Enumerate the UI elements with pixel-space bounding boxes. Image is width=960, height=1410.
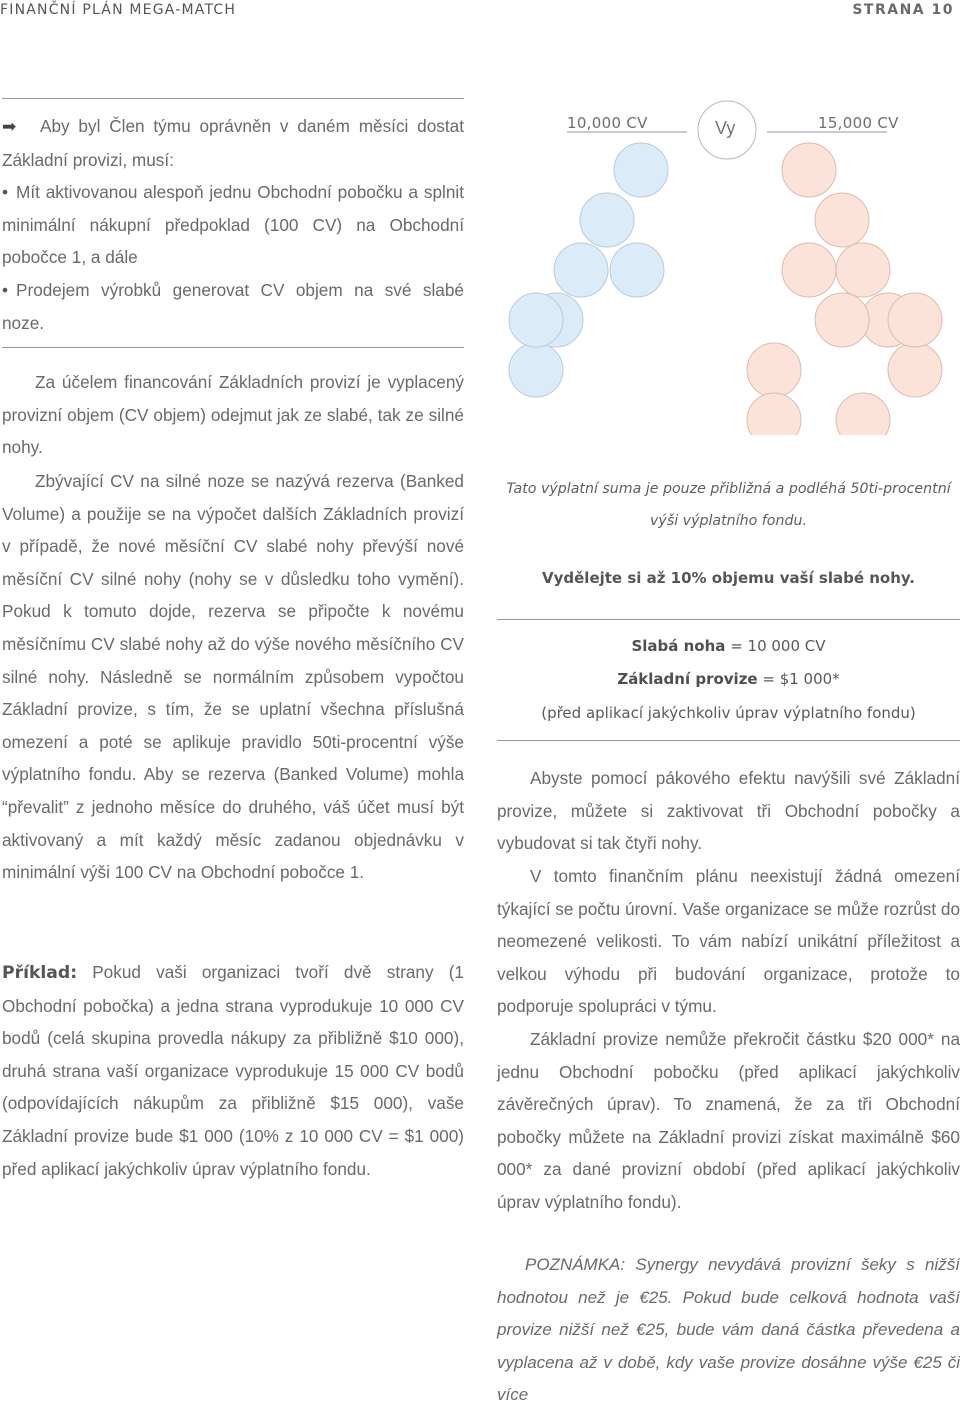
divider-mid-left [2, 347, 464, 348]
weak-leg-node [610, 243, 664, 297]
strong-leg-node [815, 293, 869, 347]
payout-caption: Tato výplatní suma je pouze přibližná a podléhá 50ti-procentní výši výplatního fondu. [506, 481, 951, 529]
base-commission-value: = $1 000* [757, 670, 840, 688]
strong-leg-node [782, 143, 836, 197]
leverage-paragraph: Abyste pomocí pákového efektu navýšili své Základní provize, můžete si zaktivovat tři Obchodní pobočky a vybudovat si tak čtyři nohy. [497, 768, 960, 854]
strong-leg-label: 15,000 CV [818, 114, 899, 132]
note-paragraph: POZNÁMKA: Synergy nevydává provizní šeky s nižší hodnotou než je €25. Pokud bude celková hodnota vaší provize nižší než €25, bude vám daná částka převedena a vyplacena až v době, kdy vaše provize dosáhne výše €25 či více [497, 1255, 960, 1405]
strong-leg-node [782, 243, 836, 297]
base-commission-line [497, 670, 960, 688]
bullet-icon: • [2, 279, 9, 300]
divider-right-1 [497, 619, 960, 620]
strong-leg-node [747, 343, 801, 397]
funding-paragraph: Za účelem financování Základních provizí je vyplacený provizní objem (CV objem) odejmut jak ze slabé, tak ze silné nohy. [2, 372, 464, 458]
weak-leg-node [580, 193, 634, 247]
strong-leg-nodes [747, 143, 942, 435]
weak-leg-term: Slabá noha [631, 637, 726, 655]
strong-leg-node [815, 193, 869, 247]
arrow-right-icon: ➡ [2, 117, 17, 136]
legs-diagram-svg [505, 95, 960, 435]
strong-leg-node [836, 393, 890, 435]
example-paragraph [2, 956, 464, 1185]
bullet-icon: • [2, 182, 9, 203]
requirements-intro: Aby byl Člen týmu oprávněn v daném měsíci dostat Základní provizi, musí: [2, 116, 464, 170]
header-title: FINANČNÍ PLÁN MEGA-MATCH [0, 2, 237, 18]
weak-leg-nodes [509, 143, 668, 397]
example-text: Pokud vaši organizaci tvoří dvě strany (1 Obchodní pobočka) a jedna strana vyprodukuje 10 000 CV bodů (celá skupina provedla nákupy za přibližně $10 000), druhá strana vaší organizace vyprodukuje 15 000 CV bodů (odpovídajících nákupům za přibližně $15 000), vaše Základní provize bude $1 000 (10% z 10 000 CV = $1 000) před aplikací jakýchkoliv úprav výplatního fondu. [2, 962, 464, 1179]
strong-leg-node [836, 243, 890, 297]
requirement-2: Prodejem výrobků generovat CV objem na své slabé noze. [2, 279, 464, 333]
weak-leg-node [509, 343, 563, 397]
example-label: Příklad: [2, 963, 78, 983]
divider-top-left [2, 98, 464, 99]
strong-leg-node [888, 343, 942, 397]
weak-leg-node [614, 143, 668, 197]
weak-leg-line [497, 637, 960, 655]
cap-paragraph: Základní provize nemůže překročit částku $20 000* na jednu Obchodní pobočku (před aplikací jakýchkoliv závěrečných úprav). To znamená, že za tři Obchodní pobočky můžete na Základní provizi získat maximálně $60 000* za dané provizní období (před aplikací jakýchkoliv úprav výplatního fondu). [497, 1029, 960, 1212]
you-label: Vy [715, 118, 736, 138]
divider-right-2 [497, 740, 960, 741]
before-adjustments-line: (před aplikací jakýchkoliv úprav výplatního fondu) [541, 704, 916, 722]
requirement-1: Mít aktivovanou alespoň jednu Obchodní pobočku a splnit minimální nákupní předpoklad (100 CV) na Obchodní pobočce 1, a dále [2, 182, 464, 268]
earn-headline: Vydělejte si až 10% objemu vaší slabé nohy. [542, 569, 915, 587]
unlimited-levels-paragraph: V tomto finančním plánu neexistují žádná omezení týkající se počtu úrovní. Vaše organizace se může rozrůst do neomezené velikosti. To vám nabízí unikátní příležitost a velkou výhodu při budování organizace, protože to podporuje spolupráci v týmu. [497, 866, 960, 1017]
weak-leg-label: 10,000 CV [567, 114, 648, 132]
weak-leg-value: = 10 000 CV [725, 637, 826, 655]
strong-leg-node [747, 393, 801, 435]
requirements-block [2, 110, 464, 339]
banked-volume-paragraph: Zbývající CV na silné noze se nazývá rezerva (Banked Volume) a použije se na výpočet dalších Základních provizí v případě, že nové měsíční CV slabé nohy převýší nové měsíční CV silné nohy (nohy se v důsledku toho vymění). Pokud k tomuto dojde, rezerva se připočte k novému měsíčnímu CV slabé nohy až do výše nového měsíčního CV silné nohy. Následně se normálním způsobem vypočtou Základní provize, s tím, že se uplatní všechna příslušná omezení a poté se aplikuje pravidlo 50ti-procentní výše výplatního fondu. Aby se rezerva (Banked Volume) mohla “převalit” z jednoho měsíce do druhého, váš účet musí být aktivovaný a mít každý měsíc zadanou objednávku v minimální výši 100 CV na Obchodní pobočce 1. [2, 471, 464, 883]
base-commission-term: Základní provize [617, 670, 758, 688]
weak-leg-node [509, 293, 563, 347]
legs-diagram [505, 95, 960, 435]
strong-leg-node [888, 293, 942, 347]
weak-leg-node [554, 243, 608, 297]
page-number: STRANA 10 [852, 2, 954, 18]
